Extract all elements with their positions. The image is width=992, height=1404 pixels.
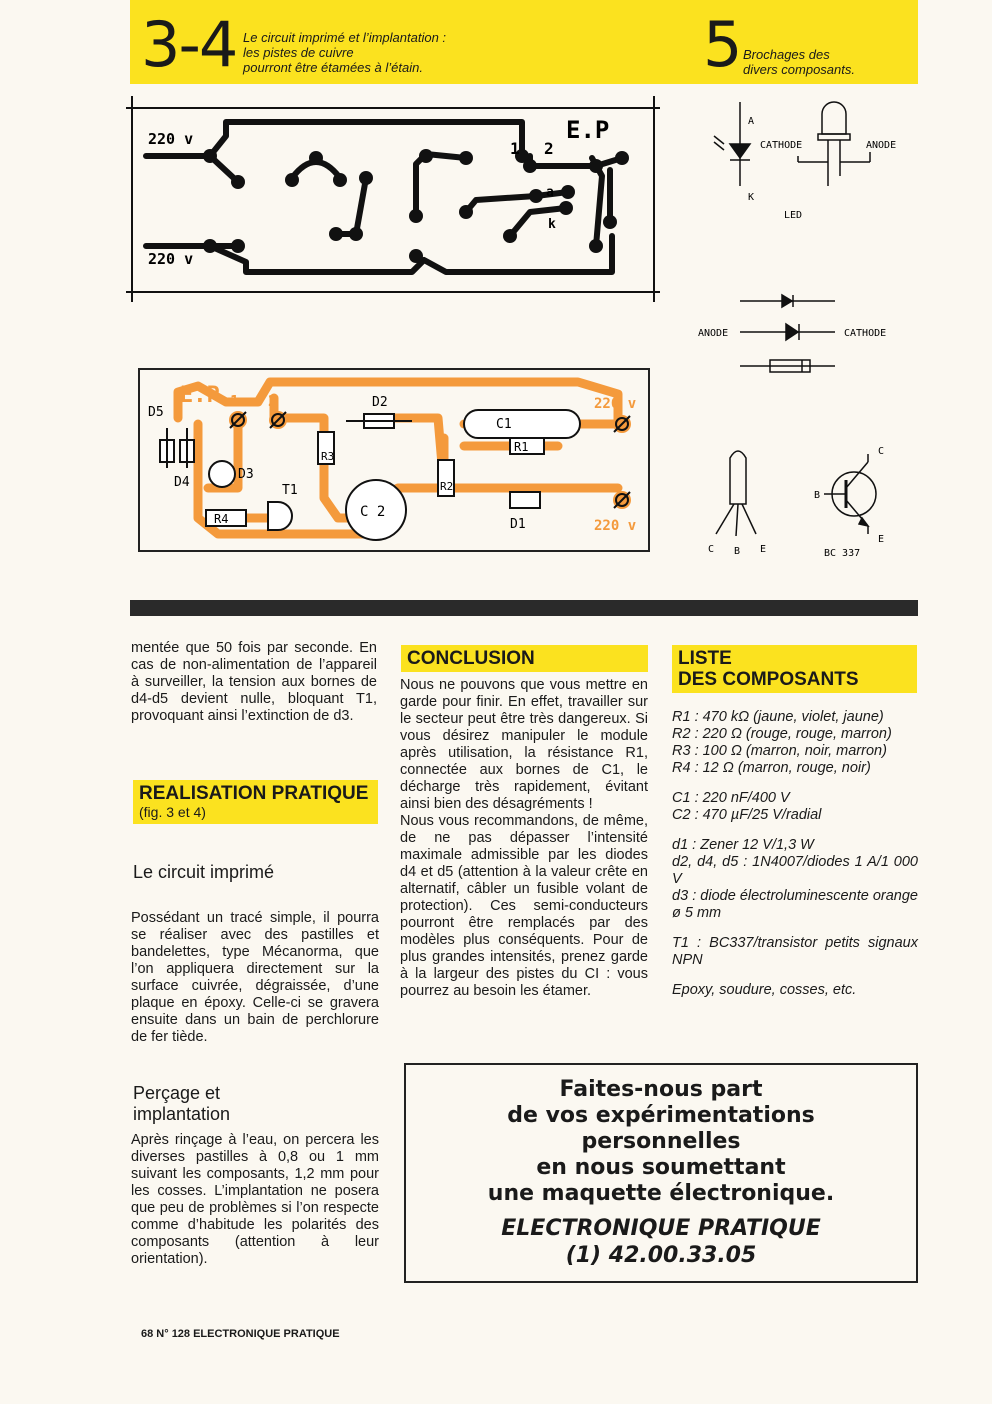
para-circuit: Possédant un tracé simple, il pourra se réaliser avec des pastilles et bandelettes, type Mécanorma, que l’on appliquera directement sur la surface cuivrée, dégraissée, d’une plaque en époxy. Celle-ci se gravera ensuite dans un bain de perchlorure de fer tiède. bbox=[131, 910, 379, 1045]
led-cathode-label: CATHODE bbox=[760, 140, 803, 151]
implant-label-t1: T1 bbox=[282, 483, 298, 498]
implant-label-d1: D1 bbox=[510, 517, 526, 532]
pcb-label-a: a bbox=[546, 185, 554, 200]
implant-label-220-top: 220 v bbox=[594, 396, 637, 412]
subheading-percage: Perçage et implantation bbox=[133, 1083, 231, 1124]
intro-paragraph: mentée que 50 fois par seconde. En cas de non-alimentation de l’appareil à surveiller, la tension aux bornes de d4-d5 devient nulle, bloquant T1, provoquant ainsi l’extinction de d3. bbox=[131, 640, 377, 724]
implant-label-ep: E.P bbox=[180, 383, 220, 408]
implant-label-c1: C1 bbox=[496, 417, 512, 432]
column-2 bbox=[400, 677, 648, 1000]
diode-anode-label: ANODE bbox=[698, 328, 729, 339]
pinouts-figure bbox=[690, 96, 920, 566]
conclusion-heading: CONCLUSION bbox=[401, 645, 648, 672]
transistor-pin-e: E bbox=[760, 544, 767, 555]
implant-figure bbox=[138, 368, 652, 554]
symbol-pin-c: C bbox=[878, 446, 885, 457]
pcb-label-ep: E.P bbox=[566, 116, 610, 144]
subheading-circuit: Le circuit imprimé bbox=[133, 862, 275, 882]
implant-label-2: 2 bbox=[268, 392, 278, 410]
implant-label-r4: R4 bbox=[214, 512, 229, 526]
conclusion-para-1: Nous ne pouvons que vous mettre en garde pour finir. En effet, travailler sur le secteur peut être très dangereux. Si vous désirez manipuler le module après utilisation, la résistance R1, connectée aux bornes de C1, le décharge très rapidement, évitant ainsi bien des désagréments ! bbox=[400, 677, 648, 812]
pcb-label-1: 1 bbox=[510, 139, 520, 158]
component-d245: d2, d4, d5 : 1N4007/diodes 1 A/1 000 V bbox=[672, 854, 918, 887]
symbol-pin-b: B bbox=[814, 490, 821, 501]
transistor-pin-c: C bbox=[708, 544, 715, 555]
component-misc: Epoxy, soudure, cosses, etc. bbox=[672, 982, 857, 998]
implant-label-d4: D4 bbox=[174, 475, 190, 490]
implant-label-d5: D5 bbox=[148, 405, 164, 420]
symbol-pin-e: E bbox=[878, 534, 885, 545]
implant-label-d3: D3 bbox=[238, 467, 254, 482]
components-heading: LISTE DES COMPOSANTS bbox=[672, 645, 917, 693]
component-r2: R2 : 220 Ω (rouge, rouge, marron) bbox=[672, 726, 892, 742]
component-d3: d3 : diode électroluminescente orange ø 5 mm bbox=[672, 888, 918, 921]
pcb-figure bbox=[126, 96, 666, 306]
page-footer: 68 N° 128 ELECTRONIQUE PRATIQUE bbox=[141, 1328, 340, 1340]
realisation-heading: REALISATION PRATIQUE (fig. 3 et 4) bbox=[133, 780, 378, 824]
transistor-pin-b: B bbox=[734, 546, 741, 557]
led-anode-label: ANODE bbox=[866, 140, 897, 151]
component-r1: R1 : 470 kΩ (jaune, violet, jaune) bbox=[672, 709, 884, 725]
fig5-number: 5 bbox=[703, 8, 741, 81]
fig5-caption: Brochages des divers composants. bbox=[743, 47, 855, 77]
component-r3: R3 : 100 Ω (marron, noir, marron) bbox=[672, 743, 887, 759]
column-1 bbox=[131, 640, 377, 725]
implant-label-c2: C 2 bbox=[360, 504, 386, 520]
fig34-number: 3-4 bbox=[141, 8, 237, 81]
section-divider bbox=[130, 600, 918, 616]
implant-label-220-bottom: 220 v bbox=[594, 518, 637, 534]
implant-label-1: 1 bbox=[230, 392, 240, 410]
led-cathode-letter: K bbox=[748, 192, 755, 203]
components-list bbox=[672, 709, 918, 999]
pcb-label-2: 2 bbox=[544, 139, 554, 158]
pcb-label-220-top: 220 v bbox=[148, 130, 194, 148]
led-anode-letter: A bbox=[748, 116, 755, 127]
implant-label-d2: D2 bbox=[372, 395, 388, 410]
implant-label-r3: R3 bbox=[321, 450, 335, 463]
transistor-label: BC 337 bbox=[824, 548, 861, 559]
component-c2: C2 : 470 µF/25 V/radial bbox=[672, 807, 822, 823]
para-percage: Après rinçage à l’eau, on percera les diverses pastilles à 0,8 ou 1 mm suivant les composants, 1,2 mm pour les cosses. L’implantation ne posera que peu de problèmes si l’on respecte comme d’habitude les polarités des composants (attention à leur orientation). bbox=[131, 1132, 379, 1267]
conclusion-para-2: Nous vous recommandons, de même, de ne pas dépasser l’intensité maximale admissible par les diodes d4 et d5 (attention à la valeur crête en alternatif, câbler un fusible volant de protection). Ces semi-conducteurs pourront être remplacés par des modèles plus conséquents. Pour de plus grandes intensités, prenez garde à la largeur des pistes du CI : vous pourrez au besoin les étamer. bbox=[400, 813, 648, 999]
component-d1: d1 : Zener 12 V/1,3 W bbox=[672, 837, 814, 853]
diode-cathode-label: CATHODE bbox=[844, 328, 887, 339]
component-c1: C1 : 220 nF/400 V bbox=[672, 790, 790, 806]
fig34-caption: Le circuit imprimé et l’implantation : les pistes de cuivre pourront être étamées à l’étain. bbox=[243, 30, 447, 75]
led-label: LED bbox=[784, 210, 803, 221]
implant-label-r1: R1 bbox=[514, 440, 529, 454]
pcb-label-220-bottom: 220 v bbox=[148, 250, 194, 268]
implant-label-r2: R2 bbox=[440, 480, 454, 493]
pcb-label-k: k bbox=[548, 217, 556, 232]
component-t1: T1 : BC337/transistor petits signaux NPN bbox=[672, 935, 918, 968]
submission-box: Faites-nous part de vos expérimentations personnelles en nous soumettant une maquette électronique. ELECTRONIQUE PRATIQUE (1) 42.00.33.05 bbox=[404, 1063, 918, 1283]
component-r4: R4 : 12 Ω (marron, rouge, noir) bbox=[672, 760, 871, 776]
